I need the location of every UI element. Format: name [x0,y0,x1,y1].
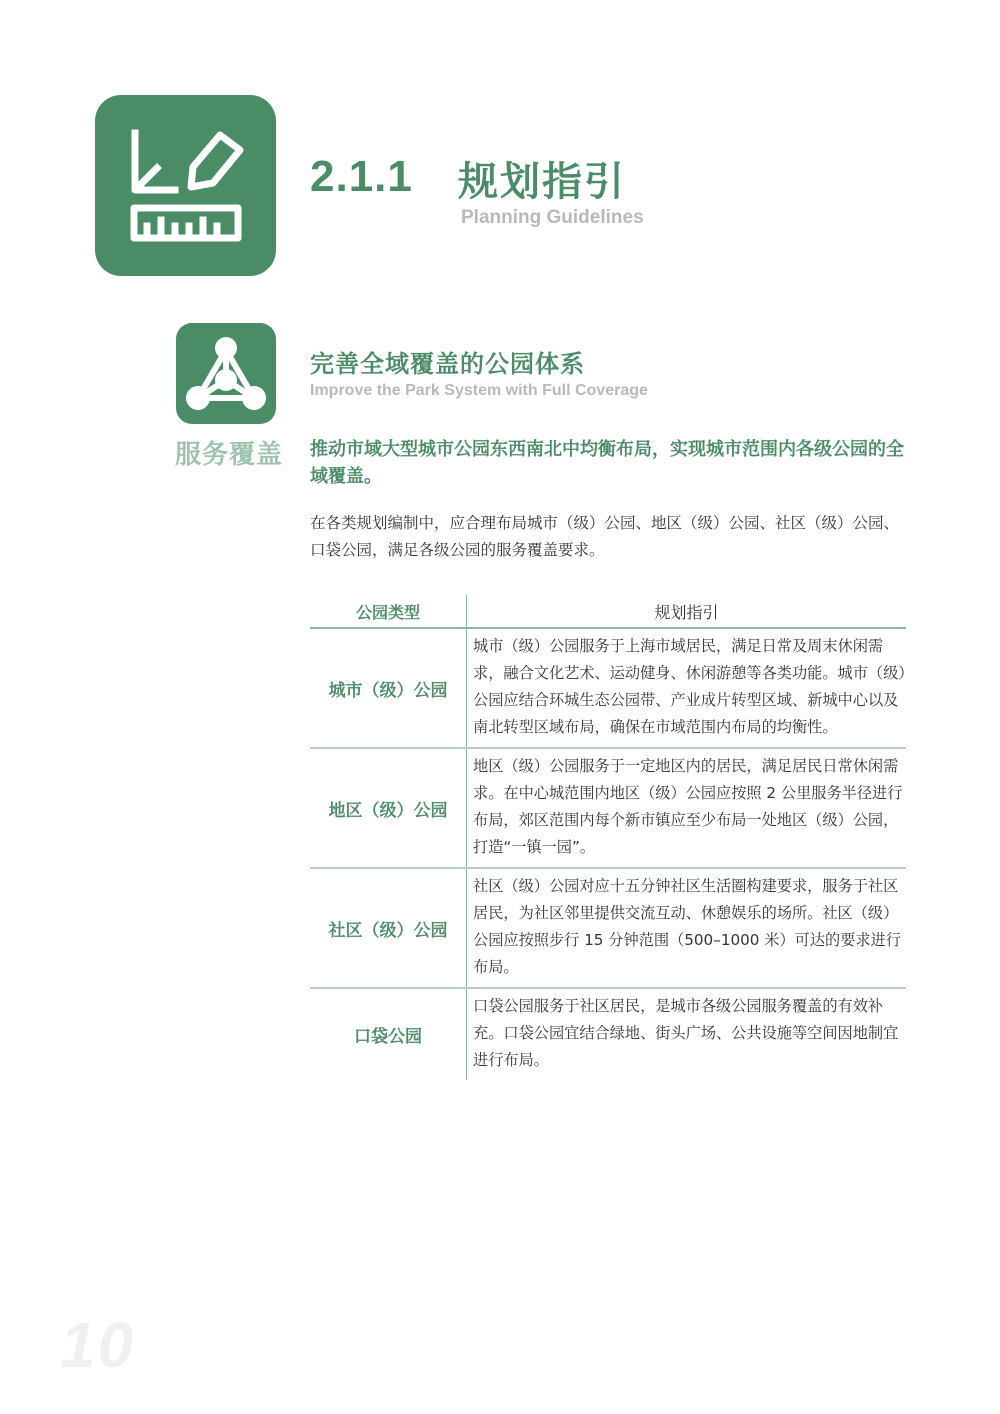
park-type-cell: 社区（级）公园 [310,868,467,988]
column-header-park-type: 公园类型 [310,595,467,628]
page-number: 10 [60,1309,136,1381]
section-title: 规划指引 [458,159,626,205]
side-label: 服务覆盖 [175,440,284,470]
network-nodes-icon [176,323,276,424]
guideline-table [310,595,906,1080]
park-type-cell: 口袋公园 [354,1027,422,1047]
table-row [310,748,906,868]
park-type-cell: 城市（级）公园 [310,628,467,748]
topic-title: 完善全域覆盖的公园体系 [310,350,585,378]
table-row [310,988,906,1080]
table-row [310,868,906,988]
ruler-pencil-icon [95,95,276,276]
topic-subtitle: Improve the Park System with Full Coverage [310,382,648,399]
lead-paragraph: 推动市域大型城市公园东西南北中均衡布局，实现城市范围内各级公园的全域覆盖。 [310,439,904,487]
guideline-cell: 地区（级）公园服务于一定地区内的居民，满足居民日常休闲需求。在中心城范围内地区（级）公园应按照 2 公里服务半径进行布局，郊区范围内每个新市镇应至少布局一处地区（级）公园，打造“一镇一园”。 [467,748,907,868]
guideline-cell: 社区（级）公园对应十五分钟社区生活圈构建要求，服务于社区居民，为社区邻里提供交流互动、休憩娱乐的场所。社区（级）公园应按照步行 15 分钟范围（500–1000 米）可达的要求进行布局。 [467,868,907,988]
park-type-cell: 地区（级）公园 [310,748,467,868]
table-row [310,628,906,748]
section-subtitle: Planning Guidelines [461,207,644,228]
guideline-cell: 城市（级）公园服务于上海市域居民，满足日常及周末休闲需求，融合文化艺术、运动健身、休闲游憩等各类功能。城市（级）公园应结合环城生态公园带、产业成片转型区域、新城中心以及南北转型区域布局，确保在市域范围内布局的均衡性。 [467,628,907,748]
column-header-guideline: 规划指引 [467,595,907,628]
intro-paragraph: 在各类规划编制中，应合理布局城市（级）公园、地区（级）公园、社区（级）公园、口袋公园，满足各级公园的服务覆盖要求。 [310,514,900,559]
table-header-row [310,595,906,628]
guideline-cell: 口袋公园服务于社区居民，是城市各级公园服务覆盖的有效补充。口袋公园宜结合绿地、街头广场、公共设施等空间因地制宜进行布局。 [467,988,907,1080]
section-number: 2.1.1 [310,152,413,201]
